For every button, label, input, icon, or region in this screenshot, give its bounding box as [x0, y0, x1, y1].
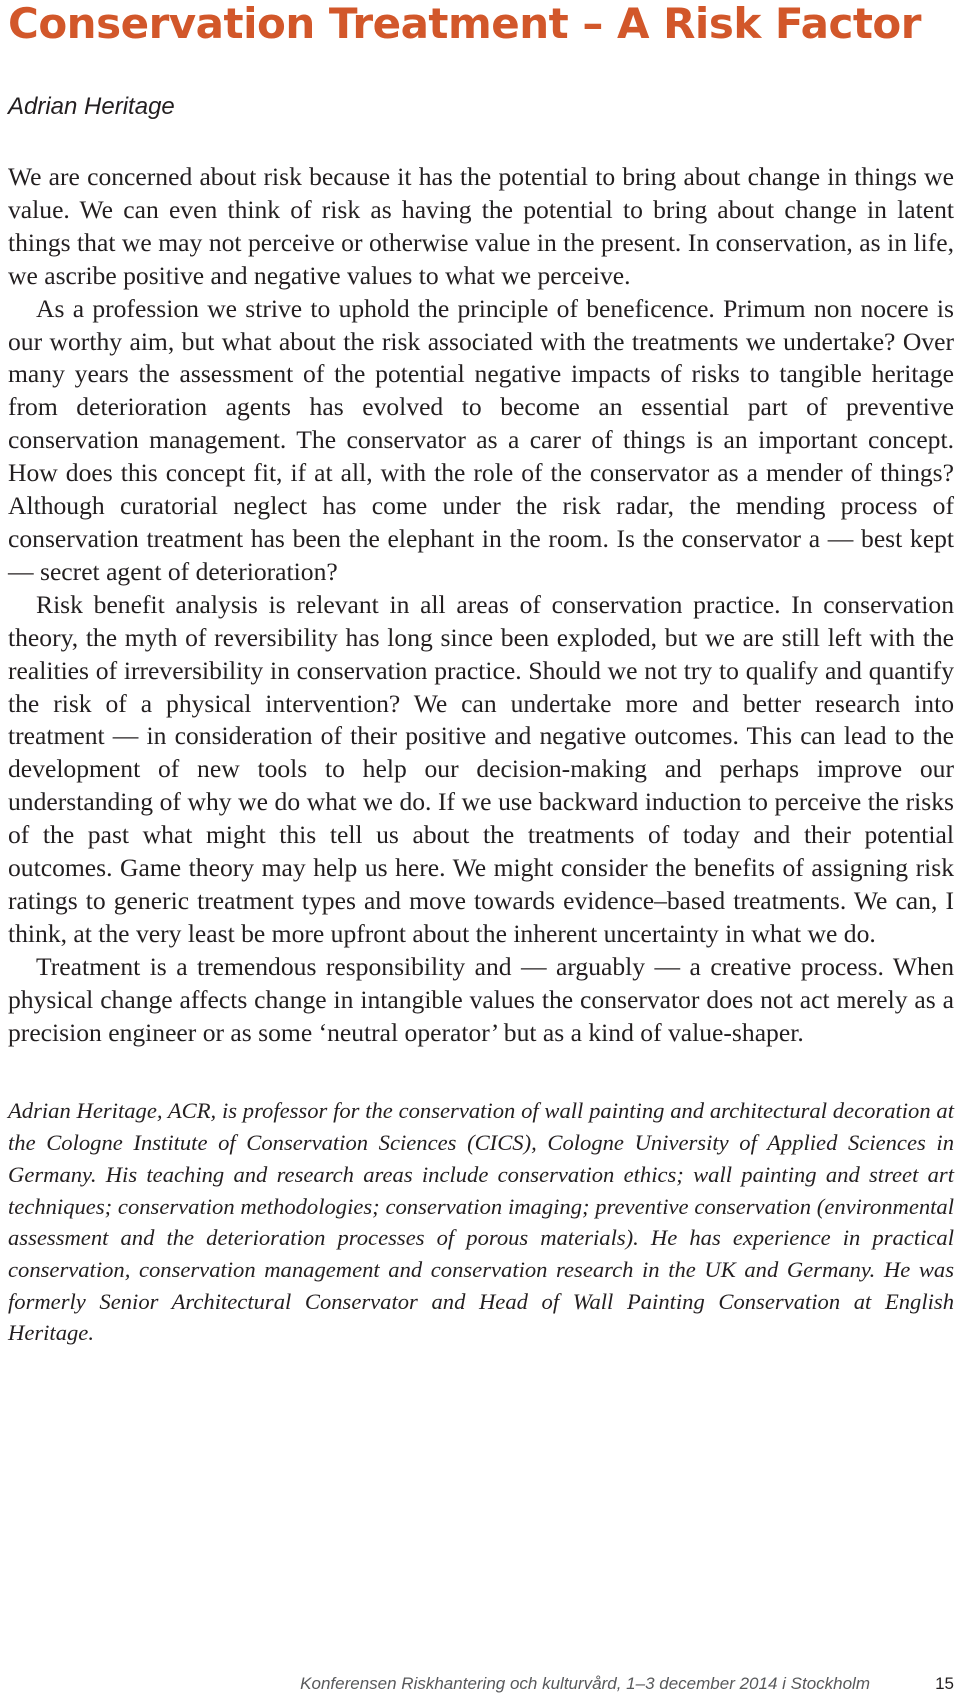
author-bio: Adrian Heritage, ACR, is professor for the conservation of wall painting and architectural decoration at the Cologne Institute of Conservation Sciences (CICS), Cologne University of Applied Sciences in Germany. His teaching and research areas include conservation ethics; wall painting and street art techniques; conservation methodologies; conservation imaging; preventive conservation (environmental assessment and the deterioration processes of porous materials). He has experience in practical conservation, conservation management and conservation research in the UK and Germany. He was formerly Senior Architectural Conservator and Head of Wall Painting Conservation at English Heritage. [8, 1098, 954, 1346]
document-page [8, 0, 954, 1700]
body-paragraph: Treatment is a tremendous responsibility and — arguably — a creative process. When physical change affects change in intangible values the conservator does not act merely as a precision engineer or as some ‘neutral operator’ but as a kind of value-shaper. [8, 951, 954, 1047]
conference-name: Konferensen Riskhantering och kulturvård, 1–3 december 2014 i Stockholm [300, 1674, 870, 1693]
author-name: Adrian Heritage [8, 93, 175, 120]
body-paragraph: As a profession we strive to uphold the principle of beneficence. Primum non nocere is our worthy aim, but what about the risk associated with the treatments we undertake? Over many years the assessment of the potential negative impacts of risks to tangible heritage from deterioration agents has evolved to become an essential part of preventive conservation management. The conservator as a carer of things is an important concept. How does this concept fit, if at all, with the role of the conservator as a mender of things? Although curatorial neglect has come under the risk radar, the mending process of conservation treatment has been the elephant in the room. Is the conservator a — best kept — secret agent of deterioration? [8, 293, 954, 586]
article-title: Conservation Treatment – A Risk Factor [8, 0, 921, 48]
article-body [8, 161, 954, 1049]
body-paragraph: Risk benefit analysis is relevant in all areas of conservation practice. In conservation theory, the myth of reversibility has long since been exploded, but we are still left with the realities of irreversibility in conservation practice. Should we not try to qualify and quantify the risk of a physical intervention? We can undertake more and better research into treatment — in consideration of their positive and negative outcomes. This can lead to the development of new tools to help our decision-making and perhaps improve our understanding of why we do what we do. If we use backward induction to perceive the risks of the past what might this tell us about the treatments of today and their potential outcomes. Game theory may help us here. We might consider the benefits of assigning risk ratings to generic treatment types and move towards evidence–based treatments. We can, I think, at the very least be more upfront about the inherent uncertainty in what we do. [8, 589, 954, 948]
body-paragraph: We are concerned about risk because it has the potential to bring about change in things we value. We can even think of risk as having the potential to bring about change in latent things that we may not perceive or otherwise value in the present. In conservation, as in life, we ascribe positive and negative values to what we perceive. [8, 162, 954, 290]
page-number: 15 [935, 1674, 954, 1693]
page-footer [8, 1672, 954, 1696]
